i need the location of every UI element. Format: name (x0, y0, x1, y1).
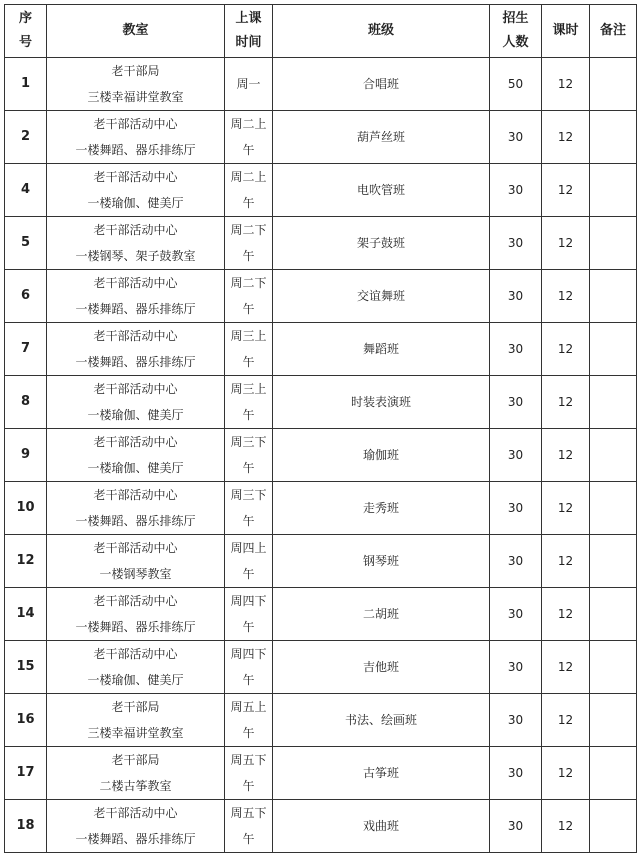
cell-note (590, 800, 637, 853)
cell-num: 15 (5, 641, 47, 694)
cell-class: 瑜伽班 (273, 429, 490, 482)
cell-enroll: 30 (490, 535, 542, 588)
cell-hours: 12 (542, 217, 590, 270)
cell-time (225, 376, 273, 429)
cell-time (225, 58, 273, 111)
cell-class: 架子鼓班 (273, 217, 490, 270)
cell-num: 8 (5, 376, 47, 429)
cell-time-text: 周二上午 (230, 170, 267, 210)
cell-room-building: 老干部活动中心 (93, 223, 178, 237)
cell-time-text: 周五下午 (230, 806, 267, 846)
cell-room-building: 老干部局 (111, 64, 160, 78)
cell-time-text: 周一 (236, 77, 261, 91)
cell-time-text: 周四下午 (230, 594, 267, 634)
cell-time (225, 164, 273, 217)
cell-hours: 12 (542, 323, 590, 376)
cell-num: 9 (5, 429, 47, 482)
cell-time (225, 323, 273, 376)
cell-note (590, 747, 637, 800)
table-row (5, 800, 637, 853)
cell-time-text: 周三上午 (230, 382, 267, 422)
cell-note (590, 58, 637, 111)
cell-room (47, 58, 225, 111)
header-note: 备注 (590, 5, 637, 58)
header-row (5, 5, 637, 58)
cell-num: 10 (5, 482, 47, 535)
cell-room (47, 429, 225, 482)
cell-num: 1 (5, 58, 47, 111)
header-time: 上课时间 (225, 5, 273, 58)
table-row (5, 535, 637, 588)
cell-hours: 12 (542, 641, 590, 694)
cell-hours: 12 (542, 58, 590, 111)
cell-room (47, 376, 225, 429)
cell-class: 舞蹈班 (273, 323, 490, 376)
cell-time-text: 周四下午 (230, 647, 267, 687)
cell-room (47, 588, 225, 641)
cell-room-building: 老干部活动中心 (93, 170, 178, 184)
cell-hours: 12 (542, 588, 590, 641)
cell-room (47, 217, 225, 270)
header-num: 序号 (5, 5, 47, 58)
cell-room-location: 一楼舞蹈、器乐排练厅 (75, 620, 196, 634)
table-row (5, 164, 637, 217)
cell-class: 葫芦丝班 (273, 111, 490, 164)
cell-enroll: 30 (490, 800, 542, 853)
cell-enroll: 30 (490, 376, 542, 429)
cell-note (590, 270, 637, 323)
cell-num: 2 (5, 111, 47, 164)
cell-room (47, 747, 225, 800)
cell-time-text: 周四上午 (230, 541, 267, 581)
table-row (5, 217, 637, 270)
table-row (5, 482, 637, 535)
cell-hours: 12 (542, 111, 590, 164)
cell-note (590, 376, 637, 429)
cell-time (225, 111, 273, 164)
cell-time (225, 535, 273, 588)
cell-room-building: 老干部活动中心 (93, 276, 178, 290)
cell-time (225, 800, 273, 853)
cell-class: 钢琴班 (273, 535, 490, 588)
cell-enroll: 30 (490, 164, 542, 217)
cell-time (225, 641, 273, 694)
cell-class: 二胡班 (273, 588, 490, 641)
cell-room-building: 老干部活动中心 (93, 329, 178, 343)
cell-num: 14 (5, 588, 47, 641)
cell-hours: 12 (542, 800, 590, 853)
cell-note (590, 323, 637, 376)
cell-room-location: 一楼钢琴、架子鼓教室 (75, 249, 196, 263)
cell-class: 古筝班 (273, 747, 490, 800)
cell-hours: 12 (542, 482, 590, 535)
cell-time (225, 694, 273, 747)
cell-note (590, 429, 637, 482)
cell-time-text: 周二上午 (230, 117, 267, 157)
cell-enroll: 30 (490, 588, 542, 641)
cell-enroll: 30 (490, 323, 542, 376)
cell-num: 18 (5, 800, 47, 853)
cell-time (225, 747, 273, 800)
cell-hours: 12 (542, 164, 590, 217)
cell-num: 6 (5, 270, 47, 323)
table-row (5, 376, 637, 429)
cell-hours: 12 (542, 535, 590, 588)
cell-class: 电吹管班 (273, 164, 490, 217)
cell-time (225, 588, 273, 641)
cell-num: 12 (5, 535, 47, 588)
cell-enroll: 30 (490, 747, 542, 800)
cell-room-location: 一楼舞蹈、器乐排练厅 (75, 302, 196, 316)
cell-room-location: 一楼舞蹈、器乐排练厅 (75, 355, 196, 369)
cell-class: 戏曲班 (273, 800, 490, 853)
table-row (5, 429, 637, 482)
class-schedule-table (4, 4, 637, 853)
header-class: 班级 (273, 5, 490, 58)
cell-room (47, 482, 225, 535)
cell-num: 5 (5, 217, 47, 270)
cell-note (590, 164, 637, 217)
cell-class: 交谊舞班 (273, 270, 490, 323)
cell-enroll: 30 (490, 270, 542, 323)
cell-hours: 12 (542, 429, 590, 482)
cell-room-building: 老干部活动中心 (93, 488, 178, 502)
cell-room (47, 323, 225, 376)
cell-room (47, 800, 225, 853)
cell-time-text: 周二下午 (230, 276, 267, 316)
cell-time-text: 周三下午 (230, 435, 267, 475)
cell-class: 走秀班 (273, 482, 490, 535)
cell-room-building: 老干部局 (111, 700, 160, 714)
cell-enroll: 50 (490, 58, 542, 111)
cell-class: 合唱班 (273, 58, 490, 111)
cell-hours: 12 (542, 747, 590, 800)
cell-room-building: 老干部活动中心 (93, 594, 178, 608)
cell-class: 吉他班 (273, 641, 490, 694)
table-row (5, 641, 637, 694)
cell-room (47, 270, 225, 323)
table-row (5, 323, 637, 376)
cell-note (590, 694, 637, 747)
cell-enroll: 30 (490, 482, 542, 535)
cell-room-location: 一楼舞蹈、器乐排练厅 (75, 832, 196, 846)
cell-room (47, 111, 225, 164)
header-hours: 课时 (542, 5, 590, 58)
cell-time (225, 217, 273, 270)
cell-note (590, 217, 637, 270)
cell-room-building: 老干部活动中心 (93, 541, 178, 555)
cell-room-building: 老干部活动中心 (93, 382, 178, 396)
cell-room-building: 老干部活动中心 (93, 435, 178, 449)
cell-room-location: 一楼瑜伽、健美厅 (87, 461, 184, 475)
cell-time (225, 482, 273, 535)
cell-hours: 12 (542, 270, 590, 323)
table-row (5, 694, 637, 747)
cell-time-text: 周五上午 (230, 700, 267, 740)
cell-room-location: 一楼瑜伽、健美厅 (87, 408, 184, 422)
cell-room-building: 老干部局 (111, 753, 160, 767)
cell-enroll: 30 (490, 641, 542, 694)
table-row (5, 111, 637, 164)
cell-hours: 12 (542, 376, 590, 429)
cell-time (225, 270, 273, 323)
cell-room-location: 三楼幸福讲堂教室 (87, 90, 184, 104)
cell-room-building: 老干部活动中心 (93, 117, 178, 131)
cell-time-text: 周三上午 (230, 329, 267, 369)
cell-room (47, 694, 225, 747)
cell-num: 17 (5, 747, 47, 800)
cell-room-location: 一楼钢琴教室 (99, 567, 172, 581)
cell-room-location: 三楼幸福讲堂教室 (87, 726, 184, 740)
cell-room-location: 二楼古筝教室 (99, 779, 172, 793)
cell-room (47, 535, 225, 588)
cell-room (47, 641, 225, 694)
cell-time-text: 周二下午 (230, 223, 267, 263)
cell-enroll: 30 (490, 429, 542, 482)
cell-class: 时装表演班 (273, 376, 490, 429)
cell-room-location: 一楼舞蹈、器乐排练厅 (75, 143, 196, 157)
cell-room-building: 老干部活动中心 (93, 647, 178, 661)
cell-time (225, 429, 273, 482)
cell-note (590, 482, 637, 535)
cell-room (47, 164, 225, 217)
cell-hours: 12 (542, 694, 590, 747)
cell-class: 书法、绘画班 (273, 694, 490, 747)
cell-room-location: 一楼瑜伽、健美厅 (87, 196, 184, 210)
cell-note (590, 588, 637, 641)
cell-note (590, 641, 637, 694)
table-row (5, 747, 637, 800)
cell-num: 4 (5, 164, 47, 217)
cell-room-building: 老干部活动中心 (93, 806, 178, 820)
cell-enroll: 30 (490, 111, 542, 164)
cell-enroll: 30 (490, 694, 542, 747)
table-row (5, 270, 637, 323)
cell-room-location: 一楼舞蹈、器乐排练厅 (75, 514, 196, 528)
cell-time-text: 周三下午 (230, 488, 267, 528)
cell-num: 7 (5, 323, 47, 376)
table-row (5, 58, 637, 111)
cell-note (590, 535, 637, 588)
header-enroll: 招生人数 (490, 5, 542, 58)
cell-num: 16 (5, 694, 47, 747)
header-room: 教室 (47, 5, 225, 58)
table-row (5, 588, 637, 641)
cell-note (590, 111, 637, 164)
cell-time-text: 周五下午 (230, 753, 267, 793)
cell-room-location: 一楼瑜伽、健美厅 (87, 673, 184, 687)
cell-enroll: 30 (490, 217, 542, 270)
